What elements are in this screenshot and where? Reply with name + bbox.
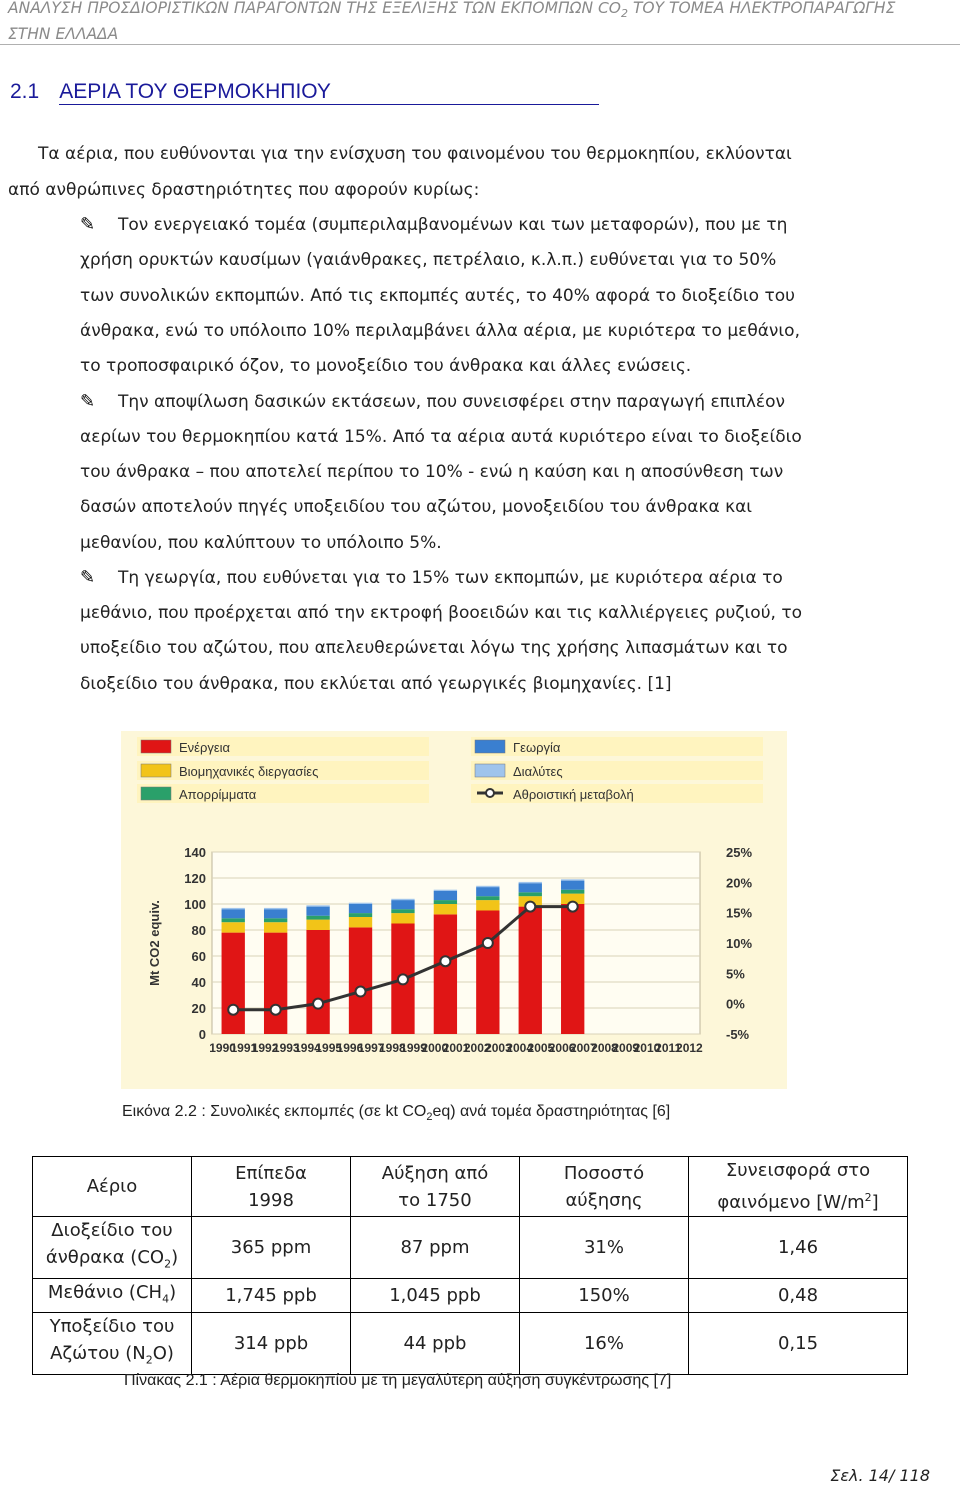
th-forcing-2a: φαινόμενο [W/m <box>717 1192 865 1213</box>
emissions-chart <box>121 731 787 1089</box>
y2-tick-label: 15% <box>726 905 753 921</box>
bullet2-text-1: Την αποψίλωση δασικών εκτάσεων, που συνεισφέρει στην παραγωγή επιπλέον <box>118 392 786 412</box>
bullet2-text-3: του άνθρακα – που αποτελεί περίπου το 10% - ενώ η καύση και η αποσύνθεση των <box>80 462 784 482</box>
gas-end: ) <box>169 1281 177 1303</box>
y-tick-label: 100 <box>184 897 206 912</box>
table-cell: 314 ppb <box>192 1313 351 1375</box>
th-forcing-2 <box>693 1184 903 1216</box>
th-percent-1: Ποσοστό <box>563 1162 645 1184</box>
legend-label: Αθροιστική μεταβολή <box>513 787 634 802</box>
bar-segment <box>519 883 542 892</box>
bullet3-line-3 <box>80 638 906 658</box>
bar-segment <box>264 908 287 909</box>
th-increase-2: το 1750 <box>398 1189 472 1211</box>
bar-segment <box>391 909 414 913</box>
x-tick-label: 1998 <box>378 1041 406 1055</box>
y-tick-label: 120 <box>184 871 206 886</box>
bullet1-line-5 <box>80 356 906 376</box>
gas-line-1: Διοξείδιο του <box>51 1220 173 1241</box>
bar-segment <box>349 904 372 913</box>
table-cell: 150% <box>520 1278 689 1313</box>
bar-segment <box>264 933 287 1034</box>
bullet3-line-4 <box>80 674 906 694</box>
header-line2: ΣΤΗΝ ΕΛΛΑΔΑ <box>8 25 119 44</box>
bar-segment <box>391 913 414 923</box>
emissions-chart-svg <box>121 731 787 1089</box>
bar-segment <box>476 887 499 896</box>
legend-swatch <box>141 787 171 800</box>
gas-end: ) <box>171 1247 179 1268</box>
bullet2-text-2: αερίων του θερμοκηπίου κατά 15%. Από τα αέρια αυτά κυριότερο είναι το διοξείδιο <box>80 427 802 447</box>
bar-segment <box>222 908 245 909</box>
line-point <box>568 902 578 912</box>
bar-segment <box>349 917 372 927</box>
section-heading <box>10 80 599 105</box>
bar-segment <box>519 882 542 883</box>
x-tick-label: 1993 <box>272 1041 300 1055</box>
bullet3-text-1: Τη γεωργία, που ευθύνεται για το 15% των εκπομπών, με κυριότερα αέρια το <box>118 568 783 588</box>
table-cell: 0,15 <box>689 1313 908 1375</box>
bar-segment <box>222 933 245 1034</box>
bar-segment <box>476 911 499 1035</box>
y-tick-label: 60 <box>191 949 206 964</box>
gas-name: Μεθάνιο (CH <box>47 1281 163 1303</box>
bar-segment <box>561 890 584 894</box>
x-tick-label: 2006 <box>548 1041 576 1055</box>
bar-segment <box>561 881 584 890</box>
gas-line-1: Υποξείδιο του <box>49 1316 175 1338</box>
bullet1-text-4: άνθρακα, ενώ το υπόλοιπο 10% περιλαμβάνει άλλα αέρια, με κυριότερα το μεθάνιο, <box>80 321 800 341</box>
th-percent-2: αύξησης <box>565 1189 643 1211</box>
table-header-cell <box>520 1157 689 1217</box>
intro-line-2 <box>8 180 834 200</box>
header-line1-end: ΤΟΥ ΤΟΜΕΑ ΗΛΕΚΤΡΟΠΑΡΑΓΩΓΗΣ <box>628 0 896 17</box>
figure-caption-prefix: Εικόνα 2.2 : Συνολικές εκπομπές (σε kt CO <box>122 1103 427 1120</box>
y-tick-label: 0 <box>198 1027 206 1042</box>
bullet2-line-5 <box>80 533 906 553</box>
legend-label: Απορρίμματα <box>179 787 257 802</box>
x-tick-label: 1991 <box>230 1041 258 1055</box>
bullet-icon: ✎ <box>80 391 96 412</box>
bar-segment <box>476 900 499 910</box>
page-number: Σελ. 14/ 118 <box>830 1466 930 1485</box>
section-number: 2.1 <box>10 80 40 103</box>
bullet2-text-4: δασών αποτελούν πηγές υποξειδίου του αζώτου, μονοξειδίου του άνθρακα και <box>80 497 753 517</box>
line-point <box>356 987 366 997</box>
y2-tick-label: 0% <box>726 996 745 1012</box>
table-header-cell <box>33 1157 192 1217</box>
th-forcing-2b: ] <box>871 1192 879 1213</box>
x-tick-label: 1990 <box>209 1041 236 1055</box>
gas-line-2 <box>37 1340 187 1374</box>
x-tick-label: 1994 <box>294 1041 321 1055</box>
figure-caption <box>122 1103 670 1123</box>
x-tick-label: 1996 <box>336 1041 364 1055</box>
th-forcing-1: Συνεισφορά στο <box>725 1160 871 1181</box>
bar-segment <box>391 900 414 909</box>
bullet2-line-4 <box>80 497 906 517</box>
y2-tick-label: 25% <box>726 845 753 860</box>
bullet2-line-2 <box>80 427 906 447</box>
y-axis-label: Mt CO2 equiv. <box>147 900 162 986</box>
bar-segment <box>434 890 457 891</box>
x-tick-label: 2005 <box>527 1041 555 1055</box>
table-cell-gas <box>33 1313 192 1375</box>
bullet-icon: ✎ <box>80 567 96 588</box>
greenhouse-gas-table <box>32 1156 908 1375</box>
table-cell-gas <box>33 1217 192 1279</box>
intro-line-1 <box>38 144 906 164</box>
legend-swatch <box>475 764 505 777</box>
header-line1: ΑΝΑΛΥΣΗ ΠΡΟΣΔΙΟΡΙΣΤΙΚΩΝ ΠΑΡΑΓΟΝΤΩΝ ΤΗΣ ΕΞΕΛΙΞΗΣ ΤΩΝ ΕΚΠΟΜΠΩΝ CO <box>8 0 622 17</box>
x-tick-label: 1995 <box>315 1041 343 1055</box>
bar-segment <box>306 930 329 1034</box>
bar-segment <box>561 879 584 880</box>
bar-segment <box>306 920 329 930</box>
table-cell: 1,745 ppb <box>192 1278 351 1313</box>
section-title: ΑΕΡΙΑ ΤΟΥ ΘΕΡΜΟΚΗΠΙΟΥ <box>59 80 599 105</box>
table-cell: 1,045 ppb <box>351 1278 520 1313</box>
table-cell: 1,46 <box>689 1217 908 1279</box>
gas-sub: 4 <box>162 1292 170 1306</box>
table-header-cell <box>689 1157 908 1217</box>
gas-sub: 2 <box>145 1353 153 1367</box>
intro-text-1: Τα αέρια, που ευθύνονται για την ενίσχυση του φαινομένου του θερμοκηπίου, εκλύονται <box>38 144 792 164</box>
bar-segment <box>476 896 499 900</box>
bar-segment <box>519 892 542 896</box>
x-tick-label: 2003 <box>485 1041 512 1055</box>
x-tick-label: 1997 <box>357 1041 385 1055</box>
th-forcing-sup: 2 <box>864 1191 872 1204</box>
bullet1-text-5: το τροποσφαιρικό όζον, το μονοξείδιο του άνθρακα και άλλες ενώσεις. <box>80 356 692 376</box>
bar-segment <box>349 913 372 917</box>
bar-segment <box>222 922 245 932</box>
gas-line-2 <box>37 1244 187 1278</box>
bar-segment <box>349 927 372 1034</box>
x-tick-label: 2010 <box>633 1041 661 1055</box>
bullet1-text-1: Τον ενεργειακό τομέα (συμπεριλαμβανομένων και των μεταφορών), που με τη <box>118 215 788 235</box>
bullet1-line-4 <box>80 321 906 341</box>
table-row <box>33 1278 908 1313</box>
table-cell: 16% <box>520 1313 689 1375</box>
bar-segment <box>434 904 457 914</box>
x-tick-label: 2001 <box>442 1041 470 1055</box>
y2-tick-label: 10% <box>726 936 753 951</box>
gas-name: άνθρακα (CO <box>45 1247 165 1268</box>
th-increase-1: Αύξηση από <box>381 1162 489 1184</box>
bullet1-text-3: των συνολικών εκπομπών. Από τις εκπομπές αυτές, το 40% αφορά το διοξείδιο του <box>80 286 795 306</box>
bar-segment <box>306 907 329 916</box>
intro-text-2: από ανθρώπινες δραστηριότητες που αφορούν κυρίως: <box>8 180 480 200</box>
table-cell: 365 ppm <box>192 1217 351 1279</box>
bullet1-line-2 <box>80 250 906 270</box>
table-header-row <box>33 1157 908 1217</box>
running-header <box>8 0 948 44</box>
table-cell: 87 ppm <box>351 1217 520 1279</box>
th-level-1: Επίπεδα <box>235 1162 307 1184</box>
legend-swatch <box>141 764 171 777</box>
gas-name: Αζώτου (N <box>50 1343 146 1365</box>
bar-segment <box>561 904 584 1034</box>
legend-label: Βιομηχανικές διεργασίες <box>179 764 319 779</box>
bar-segment <box>222 918 245 922</box>
legend-line-marker <box>486 789 494 797</box>
x-tick-label: 2007 <box>569 1041 597 1055</box>
bar-segment <box>306 905 329 906</box>
bar-segment <box>434 891 457 900</box>
bar-segment <box>434 900 457 904</box>
bar-segment <box>264 918 287 922</box>
table-cell-gas <box>33 1278 192 1313</box>
table-cell: 0,48 <box>689 1278 908 1313</box>
legend-label: Γεωργία <box>513 740 561 755</box>
line-point <box>228 1005 238 1015</box>
table-cell: 44 ppb <box>351 1313 520 1375</box>
y2-tick-label: 20% <box>726 875 753 891</box>
bar-segment <box>349 903 372 904</box>
bar-segment <box>264 909 287 918</box>
th-level-2: 1998 <box>248 1189 294 1211</box>
table-row <box>33 1313 908 1375</box>
bullet1-line-1 <box>118 215 906 235</box>
figure-caption-suffix: eq) ανά τομέα δραστηριότητας [6] <box>432 1103 671 1120</box>
bullet2-line-3 <box>80 462 906 482</box>
legend-swatch <box>475 740 505 753</box>
table-cell: 31% <box>520 1217 689 1279</box>
x-tick-label: 1992 <box>251 1041 279 1055</box>
bullet2-text-5: μεθανίου, που καλύπτουν το υπόλοιπο 5%. <box>80 533 442 553</box>
legend-swatch <box>141 740 171 753</box>
bar-segment <box>476 886 499 887</box>
bullet1-line-3 <box>80 286 906 306</box>
bullet3-text-2: μεθάνιο, που προέρχεται από την εκτροφή βοοειδών και τις καλλιέργειες ρυζιού, το <box>80 603 802 623</box>
line-point <box>398 974 408 984</box>
table-header-cell <box>192 1157 351 1217</box>
table-row <box>33 1217 908 1279</box>
bullet3-line-1 <box>118 568 906 588</box>
bullet2-line-1 <box>118 392 906 412</box>
gas-sub: 2 <box>164 1257 172 1271</box>
x-tick-label: 2002 <box>463 1041 491 1055</box>
x-tick-label: 2012 <box>676 1041 703 1055</box>
x-tick-label: 2004 <box>506 1041 534 1055</box>
figure-caption-sub: 2 <box>426 1111 433 1124</box>
bullet-icon: ✎ <box>80 214 96 235</box>
header-sub: 2 <box>621 7 629 21</box>
y2-tick-label: -5% <box>726 1027 750 1042</box>
bar-segment <box>222 909 245 918</box>
legend-label: Ενέργεια <box>179 740 231 755</box>
header-rule <box>0 44 960 45</box>
line-point <box>440 956 450 966</box>
x-tick-label: 2000 <box>421 1041 449 1055</box>
x-tick-label: 2011 <box>655 1041 682 1055</box>
table-header-cell <box>351 1157 520 1217</box>
bar-segment <box>391 899 414 900</box>
x-tick-label: 1999 <box>400 1041 427 1055</box>
y2-tick-label: 5% <box>726 966 745 982</box>
x-tick-label: 2009 <box>612 1041 640 1055</box>
table-caption: Πίνακας 2.1 : Αέρια θερμοκηπίου με τη μεγαλύτερη αύξηση συγκέντρωσης [7] <box>124 1372 672 1389</box>
bar-segment <box>434 914 457 1034</box>
line-point <box>271 1005 281 1015</box>
bullet1-text-2: χρήση ορυκτών καυσίμων (γαιάνθρακες, πετρέλαιο, κ.λ.π.) ευθύνεται για το 50% <box>80 250 777 270</box>
th-gas: Αέριο <box>86 1176 138 1197</box>
y-tick-label: 80 <box>191 923 206 938</box>
x-tick-label: 2008 <box>591 1041 618 1055</box>
gas-end: O) <box>152 1343 174 1365</box>
bullet3-text-4: διοξείδιο του άνθρακα, που εκλύεται από γεωργικές βιομηχανίες. [1] <box>80 674 672 694</box>
bullet3-line-2 <box>80 603 906 623</box>
line-point <box>313 999 323 1009</box>
y-tick-label: 20 <box>191 1001 206 1016</box>
bar-segment <box>519 907 542 1034</box>
line-point <box>525 902 535 912</box>
bar-segment <box>264 922 287 932</box>
y-tick-label: 40 <box>191 975 206 990</box>
y-tick-label: 140 <box>184 845 206 860</box>
line-point <box>483 938 493 948</box>
bar-segment <box>306 916 329 920</box>
legend-label: Διαλύτες <box>513 764 563 779</box>
bullet3-text-3: υποξείδιο του αζώτου, που απελευθερώνεται λόγω της χρήσης λιπασμάτων και το <box>80 638 788 658</box>
